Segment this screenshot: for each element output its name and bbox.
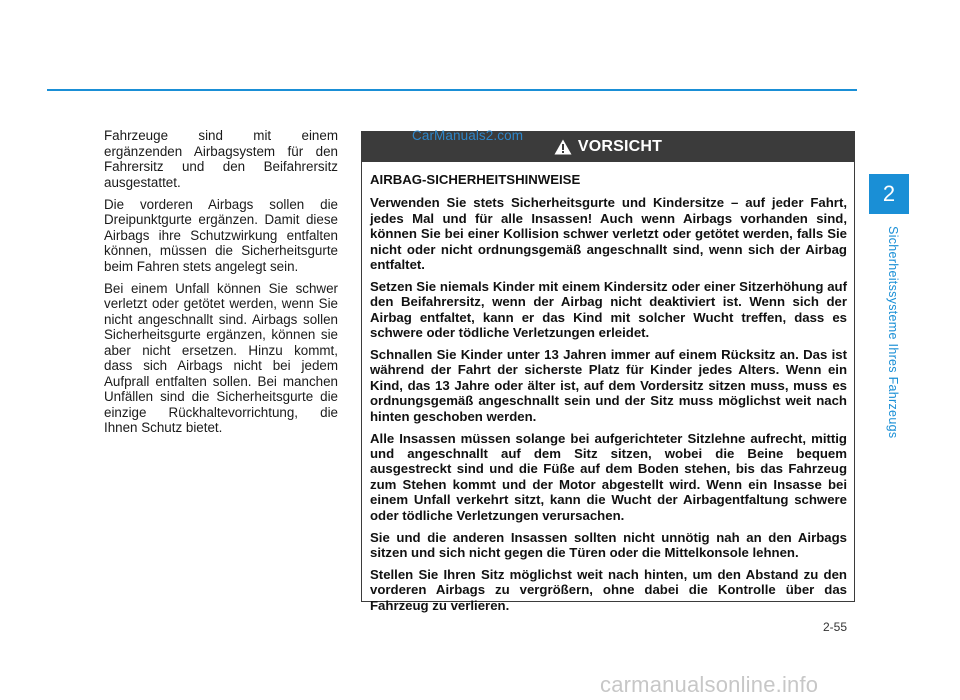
- caution-box: [361, 131, 855, 613]
- caution-paragraph: Verwenden Sie stets Sicherheitsgurte und Kindersitze – auf jeder Fahrt, jedes Mal und für alle Insassen! Auch wenn Airbags vorhanden sind, können Sie bei einer Kollision schwer verletzt oder getötet werden, falls Sie nicht oder nicht ordnungsgemäß angeschnallt sind, wenn sich der Airbag entfaltet.: [370, 195, 847, 273]
- intro-paragraph: Fahrzeuge sind mit einem ergänzenden Airbagsystem für den Fahrersitz und den Beifahrersitz ausgestattet.: [104, 128, 338, 190]
- chapter-tab: [869, 174, 909, 214]
- caution-title: AIRBAG-SICHERHEITSHINWEISE: [370, 172, 581, 187]
- top-rule: [47, 89, 857, 91]
- caution-body: [362, 162, 854, 613]
- chapter-number: 2: [882, 181, 896, 206]
- caution-paragraph: Setzen Sie niemals Kinder mit einem Kindersitz oder einer Sitzerhöhung auf den Beifahrersitz, wenn der Airbag nicht deaktiviert ist. Wenn sich der Airbag entfaltet, kann er das Kind mit solcher Wucht treffen, dass es schwere oder tödliche Verletzungen erleidet.: [370, 278, 847, 341]
- watermark-top: CarManuals2.com: [412, 128, 524, 143]
- caution-paragraph: Sie und die anderen Insassen sollten nicht unnötig nah an den Airbags sitzen und sich nicht gegen die Türen oder die Mittelkonsole lehnen.: [370, 529, 847, 560]
- page-number: 2-55: [823, 620, 848, 634]
- intro-text-column: [104, 128, 338, 442]
- chapter-label: Sicherheitssysteme Ihres Fahrzeugs: [886, 226, 900, 439]
- caution-paragraph: Schnallen Sie Kinder unter 13 Jahren immer auf einem Rücksitz an. Das ist während der Fahrt der sicherste Platz für Kinder jedes Alters. Wenn ein Kind, das 13 Jahre oder älter ist, auf dem Vordersitz sitzen muss, muss es ordnungsgemäß angeschnallt sein und der Sitz muss möglichst weit nach hinten geschoben werden.: [370, 347, 847, 424]
- caution-label: VORSICHT: [577, 138, 663, 155]
- warning-triangle-icon: [554, 139, 572, 155]
- watermark-bottom: carmanualsonline.info: [600, 672, 819, 697]
- intro-paragraph: Die vorderen Airbags sollen die Dreipunktgurte ergänzen. Damit diese Airbags ihre Schutzwirkung entfalten können, müssen die Sicherheitsgurte beim Fahren stets angelegt sein.: [104, 196, 338, 274]
- caution-paragraph: Stellen Sie Ihren Sitz möglichst weit nach hinten, um den Abstand zu den vorderen Airbags zu vergrößern, ohne dabei die Kontrolle über das Fahrzeug zu verlieren.: [370, 566, 847, 613]
- caution-paragraph: Alle Insassen müssen solange bei aufgerichteter Sitzlehne aufrecht, mittig und angeschnallt auf dem Sitz sitzen, wobei die Beine bequem ausgestreckt sind und die Füße auf dem Boden stehen, bis das Fahrzeug zum Stehen kommt und der Motor abgestellt wird. Wenn ein Insasse bei einem Unfall verkehrt sitzt, kann die Wucht der Airbagentfaltung schwere oder tödliche Verletzungen verursachen.: [370, 430, 847, 523]
- intro-paragraph: Bei einem Unfall können Sie schwer verletzt oder getötet werden, wenn Sie nicht angeschnallt sind. Airbags sollen Sicherheitsgurte ergänzen, können sie aber nicht ersetzen. Hinzu kommt, dass sich Airbags nicht bei jedem Aufprall entfalten sollen. Bei manchen Unfällen sind die Sicherheitsgurte die einzige Rückhaltevorrichtung, die Ihnen Schutz bietet.: [104, 280, 338, 435]
